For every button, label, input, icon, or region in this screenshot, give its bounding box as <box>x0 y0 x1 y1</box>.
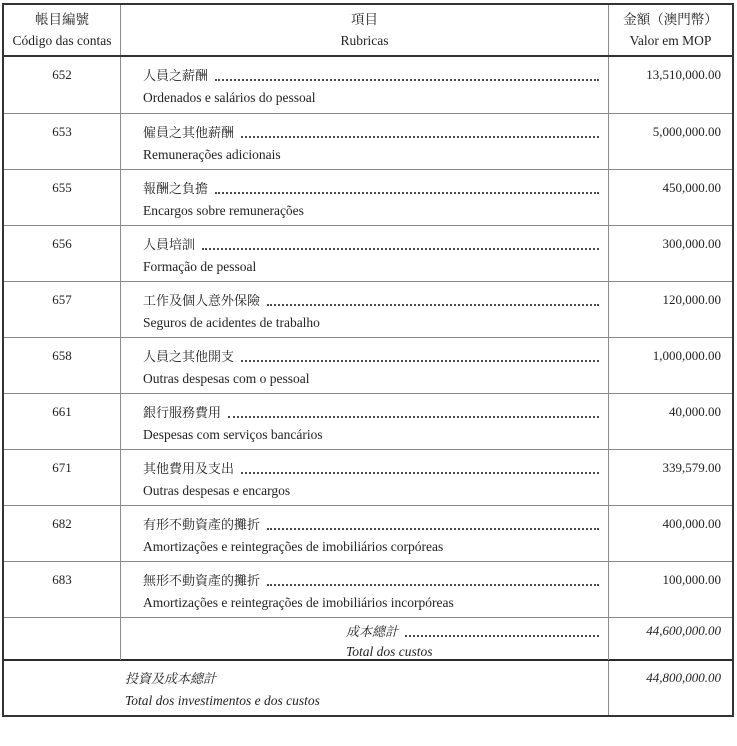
account-code: 655 <box>4 170 121 225</box>
dot-leader <box>215 79 599 81</box>
dot-leader <box>267 528 599 530</box>
rubric-zh: 銀行服務費用 <box>143 405 222 420</box>
rubric-cell <box>121 450 609 505</box>
grand-total-label-cell <box>4 661 609 715</box>
account-code: 671 <box>4 450 121 505</box>
account-code: 652 <box>4 57 121 113</box>
dot-leader <box>267 304 599 306</box>
table-row <box>4 225 732 281</box>
rubric-zh: 人員之其他開支 <box>143 349 235 364</box>
rubric-cell <box>121 506 609 561</box>
rubric-pt: Ordenados e salários do pessoal <box>143 90 316 105</box>
rubric-pt: Amortizações e reintegrações de imobiliários corpóreas <box>143 539 444 554</box>
table-row <box>4 561 732 617</box>
subtotal-label-zh: 成本總計 <box>346 624 399 639</box>
table-row <box>4 337 732 393</box>
rubric-zh: 工作及個人意外保險 <box>143 293 261 308</box>
header-account-code <box>4 5 121 55</box>
dot-leader <box>241 360 599 362</box>
rubric-zh: 無形不動資產的攤折 <box>143 573 261 588</box>
header-rubric-zh: 項目 <box>351 12 378 27</box>
rubric-zh: 人員之薪酬 <box>143 68 209 83</box>
rubric-pt: Seguros de acidentes de trabalho <box>143 315 320 330</box>
account-code: 658 <box>4 338 121 393</box>
rubric-pt: Outras despesas e encargos <box>143 483 291 498</box>
table-row <box>4 281 732 337</box>
dot-leader <box>267 584 599 586</box>
rubric-pt: Amortizações e reintegrações de imobiliários incorpóreas <box>143 595 454 610</box>
subtotal-label-pt: Total dos custos <box>346 644 433 659</box>
header-account-code-pt: Código das contas <box>12 32 112 48</box>
table-row <box>4 393 732 449</box>
rubric-pt: Outras despesas com o pessoal <box>143 371 310 386</box>
dot-leader <box>241 472 599 474</box>
table-row <box>4 449 732 505</box>
budget-table <box>2 3 734 717</box>
rubric-pt: Despesas com serviços bancários <box>143 427 323 442</box>
amount-value: 1,000,000.00 <box>652 348 721 363</box>
rubric-cell <box>121 57 609 113</box>
account-code: 653 <box>4 114 121 169</box>
rubric-zh: 有形不動資產的攤折 <box>143 517 261 532</box>
rubric-cell <box>121 562 609 617</box>
rubric-zh: 僱員之其他薪酬 <box>143 125 235 140</box>
header-amount-zh: 金額（澳門幣） <box>623 12 718 27</box>
rubric-cell <box>121 114 609 169</box>
amount-value: 300,000.00 <box>662 236 721 251</box>
rubric-zh: 其他費用及支出 <box>143 461 235 476</box>
amount-value: 40,000.00 <box>669 404 721 419</box>
table-row <box>4 57 732 113</box>
table-header <box>4 5 732 57</box>
amount-value: 120,000.00 <box>662 292 721 307</box>
amount-value: 5,000,000.00 <box>652 124 721 139</box>
subtotal-amount: 44,600,000.00 <box>646 623 721 638</box>
account-code: 661 <box>4 394 121 449</box>
rubric-cell <box>121 226 609 281</box>
grand-total-label-zh: 投資及成本總計 <box>125 671 217 686</box>
grand-total-amount: 44,800,000.00 <box>646 670 721 685</box>
amount-value: 13,510,000.00 <box>646 67 721 82</box>
subtotal-empty-code-cell <box>4 618 121 660</box>
table-row <box>4 169 732 225</box>
rubric-pt: Encargos sobre remunerações <box>143 203 304 218</box>
subtotal-row <box>4 617 732 659</box>
dot-leader <box>202 248 599 250</box>
header-rubric-pt: Rubricas <box>340 32 389 48</box>
grand-total-row <box>4 659 732 715</box>
rubric-cell <box>121 282 609 337</box>
dot-leader <box>228 416 599 418</box>
rubric-cell <box>121 170 609 225</box>
rubric-zh: 報酬之負擔 <box>143 181 209 196</box>
table-row <box>4 505 732 561</box>
header-rubric <box>121 5 609 55</box>
grand-total-label-pt: Total dos investimentos e dos custos <box>125 693 320 708</box>
table-row <box>4 113 732 169</box>
header-amount <box>609 5 732 55</box>
dot-leader <box>241 136 599 138</box>
rubric-cell <box>121 394 609 449</box>
amount-value: 400,000.00 <box>662 516 721 531</box>
amount-value: 100,000.00 <box>662 572 721 587</box>
account-code: 656 <box>4 226 121 281</box>
amount-value: 450,000.00 <box>662 180 721 195</box>
account-code: 682 <box>4 506 121 561</box>
rubric-pt: Formação de pessoal <box>143 259 257 274</box>
header-account-code-zh: 帳目編號 <box>35 12 89 27</box>
subtotal-label-cell <box>121 618 609 660</box>
dot-leader <box>405 635 599 637</box>
rubric-cell <box>121 338 609 393</box>
dot-leader <box>215 192 599 194</box>
rubric-zh: 人員培訓 <box>143 237 196 252</box>
account-code: 657 <box>4 282 121 337</box>
rubric-pt: Remunerações adicionais <box>143 147 281 162</box>
header-amount-pt: Valor em MOP <box>629 32 712 48</box>
account-code: 683 <box>4 562 121 617</box>
amount-value: 339,579.00 <box>662 460 721 475</box>
